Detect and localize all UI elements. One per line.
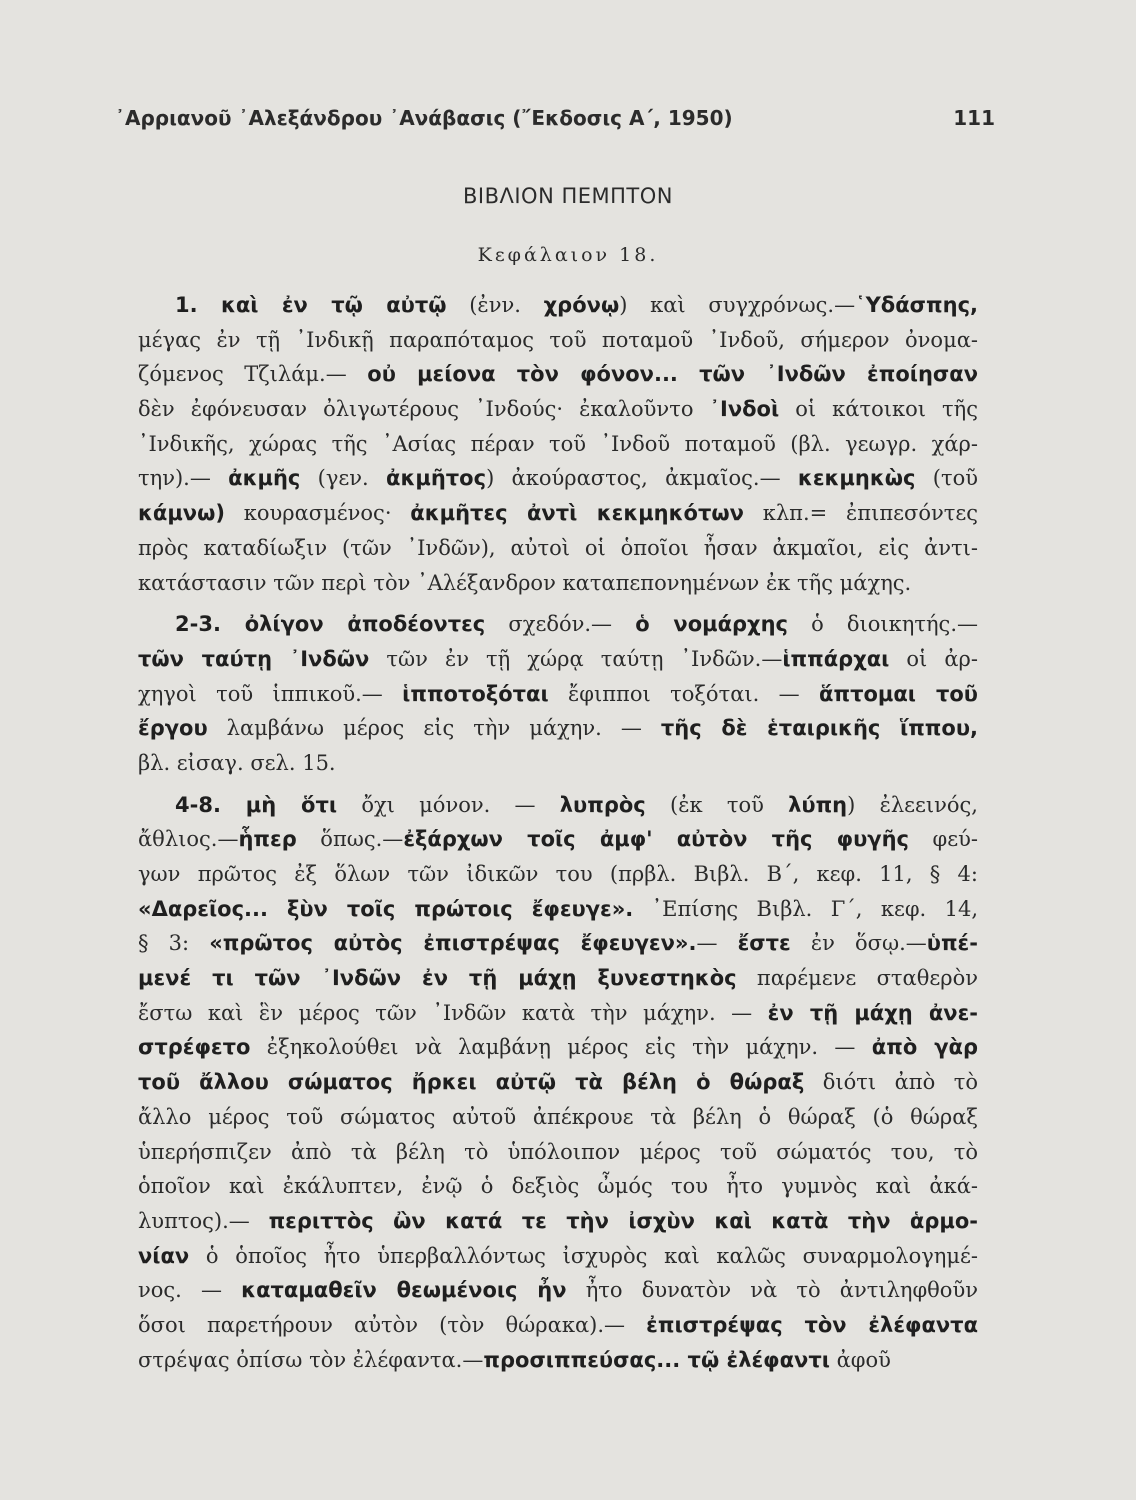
gloss-text: ὄχι μόνον. —: [337, 792, 560, 817]
text-line: [138, 1169, 978, 1204]
lemma-text: λυπρὸς: [559, 792, 646, 817]
gloss-text: (γεν.: [300, 466, 387, 491]
lemma-text: ὑπέ-: [926, 931, 978, 956]
chapter-title: Κεφάλαιον 18.: [477, 244, 659, 266]
gloss-text: φεύ-: [908, 827, 978, 852]
lemma-text: λύπη: [788, 792, 848, 817]
text-line: [138, 1100, 978, 1135]
lemma-text: ἱππάρχαι: [782, 646, 890, 671]
text-line: [138, 1343, 978, 1378]
lemma-text: ἔστε: [737, 931, 791, 956]
gloss-text: ἐν ὅσῳ.—: [790, 931, 927, 956]
text-line: [138, 566, 978, 601]
gloss-text: ἔστω καὶ ἓν μέρος τῶν ᾿Ινδῶν κατὰ τὴν μάχην. —: [138, 1000, 768, 1025]
lemma-text: 1. καὶ ἐν τῷ αὐτῷ: [175, 293, 447, 317]
gloss-text: λυπτος).—: [138, 1208, 269, 1233]
text-line: [138, 1065, 978, 1100]
gloss-text: ἄλλο μέρος τοῦ σώματος αὐτοῦ ἀπέκρουε τὰ βέλη ὁ θώραξ (ὁ θώραξ: [138, 1104, 978, 1129]
text-line: [138, 892, 978, 927]
page-number: 111: [953, 106, 995, 130]
gloss-text: οἱ ἀρ-: [889, 646, 978, 671]
lemma-text: νίαν: [138, 1243, 190, 1268]
text-line: [138, 531, 978, 566]
lemma-text: ἀκμῆτες ἀντὶ κεκμηκότων: [410, 501, 744, 526]
lemma-text: κεκμηκὼς: [797, 466, 916, 491]
lemma-text: τῶν ταύτῃ ᾿Ινδῶν: [138, 646, 370, 671]
gloss-text: βλ. εἰσαγ. σελ. 15.: [138, 750, 336, 775]
text-line: [138, 392, 978, 427]
lemma-text: περιττὸς ὢν κατά τε τὴν ἰσχὺν καὶ κατὰ τὴν ἁρμο-: [268, 1208, 978, 1233]
lemma-text: ἀκμῆτος: [386, 466, 487, 491]
lemma-text: τοῦ ἄλλου σώματος ἤρκει αὐτῷ τὰ βέλη ὁ θώραξ: [138, 1070, 805, 1095]
lemma-text: ἀκμῆς: [228, 466, 301, 491]
gloss-text: κατάστασιν τῶν περὶ τὸν ᾿Αλέξανδρον καταπεπονημένων ἐκ τῆς μάχης.: [138, 570, 912, 595]
gloss-text: ὁ διοικητής.—: [787, 612, 978, 637]
gloss-text: γων πρῶτος ἐξ ὅλων τῶν ἰδικῶν του (πρβλ. Βιβλ. Β΄, κεφ. 11, § 4:: [138, 862, 978, 886]
running-title: ᾿Αρριανοῦ ᾿Αλεξάνδρου ᾿Ανάβασις (῎Εκδοσις Α΄, 1950): [115, 106, 733, 130]
text-line: [138, 496, 978, 531]
text-line: [138, 1135, 978, 1170]
text-line: [138, 642, 978, 677]
text-line: [138, 822, 978, 857]
text-line: [138, 996, 978, 1031]
gloss-text: στρέψας ὀπίσω τὸν ἐλέφαντα.—: [138, 1347, 484, 1372]
text-line: [138, 711, 978, 746]
gloss-text: μέγας ἐν τῇ ᾿Ινδικῇ παραπόταμος τοῦ ποταμοῦ ᾿Ινδοῦ, σήμερον ὀνομα-: [138, 327, 978, 352]
lemma-text: 4-8. μὴ ὅτι: [175, 792, 338, 817]
lemma-text: ἧπερ: [238, 827, 297, 852]
lemma-text: ἐπιστρέψας τὸν ἐλέφαντα: [646, 1312, 979, 1337]
gloss-text: παρέμενε σταθερὸν: [736, 966, 978, 991]
lemma-text: ἔργου: [138, 716, 208, 741]
lemma-text: ἐξάρχων τοῖς ἀμφ' αὐτὸν τῆς φυγῆς: [403, 827, 909, 852]
gloss-text: ὁ ὁποῖος ἦτο ὑπερβαλλόντως ἰσχυρὸς καὶ καλῶς συναρμολογημέ-: [189, 1243, 978, 1268]
gloss-text: (ἐκ τοῦ: [645, 792, 789, 817]
gloss-text: νος. —: [138, 1278, 242, 1303]
gloss-text: ) καὶ συγχρόνως.—: [619, 293, 856, 317]
lemma-text: ἐν τῇ μάχῃ ἀνε-: [767, 1000, 979, 1025]
lemma-text: χρόνῳ: [543, 293, 620, 317]
gloss-text: ἀφοῦ: [829, 1347, 891, 1372]
text-line: [138, 461, 978, 496]
gloss-text: ) ἀκούραστος, ἀκμαῖος.—: [486, 466, 798, 491]
text-line: [138, 427, 978, 462]
commentary-text: [138, 288, 978, 1377]
text-line: [138, 1204, 978, 1239]
gloss-text: ζόμενος Τζιλάμ.—: [138, 362, 368, 387]
lemma-text: ὁ νομάρχης: [635, 612, 788, 637]
lemma-text: 2-3. ὀλίγον ἀποδέοντες: [175, 612, 486, 637]
gloss-text: ὁποῖον καὶ ἐκάλυπτεν, ἐνῷ ὁ δεξιὸς ὦμός του ἦτο γυμνὸς καὶ ἀκά-: [138, 1174, 978, 1199]
lemma-text: «πρῶτος αὐτὸς ἐπιστρέψας ἔφευγεν».: [209, 931, 697, 956]
gloss-text: διότι ἀπὸ τὸ: [804, 1070, 978, 1095]
gloss-text: —: [696, 931, 738, 956]
lemma-text: προσιππεύσας... τῷ ἐλέφαντι: [483, 1347, 830, 1372]
lemma-text: ἅπτομαι τοῦ: [819, 681, 978, 706]
lemma-text: κάμνω): [138, 501, 225, 526]
gloss-text: δὲν ἐφόνευσαν ὀλιγωτέρους ᾿Ινδούς· ἐκαλοῦντο: [138, 397, 710, 422]
text-line: [138, 1308, 978, 1343]
gloss-text: πρὸς καταδίωξιν (τῶν ᾿Ινδῶν), αὐτοὶ οἱ ὁποῖοι ἦσαν ἀκμαῖοι, εἰς ἀντι-: [138, 535, 978, 560]
text-line: [138, 746, 978, 781]
gloss-text: ἐξηκολούθει νὰ λαμβάνῃ μέρος εἰς τὴν μάχην. —: [250, 1035, 872, 1060]
text-line: [138, 926, 978, 961]
text-line: [138, 288, 978, 323]
gloss-text: ἄθλιος.—: [138, 827, 239, 852]
text-line: [138, 788, 978, 823]
gloss-text: ) ἐλεεινός,: [847, 792, 978, 817]
text-line: [138, 857, 978, 892]
lemma-text: ἀπὸ γὰρ: [871, 1035, 979, 1060]
running-header: [115, 106, 995, 136]
lemma-text: στρέφετο: [138, 1035, 251, 1060]
text-line: [138, 677, 978, 712]
text-line: [138, 357, 978, 392]
gloss-text: χηγοὶ τοῦ ἱππικοῦ.—: [138, 681, 403, 706]
text-line: [138, 323, 978, 358]
gloss-text: ἦτο δυνατὸν νὰ τὸ ἀντιληφθοῦν: [566, 1278, 978, 1303]
text-line: [138, 1239, 978, 1274]
book-title: ΒΙΒΛΙΟΝ ΠΕΜΠΤΟΝ: [462, 184, 673, 208]
lemma-text: ᾿Ινδοὶ: [709, 397, 780, 422]
lemma-text: «Δαρεῖος... ξὺν τοῖς πρώτοις ἔφευγε».: [138, 896, 634, 921]
gloss-text: ὅσοι παρετήρουν αὐτὸν (τὸν θώρακα).—: [138, 1312, 647, 1337]
gloss-text: ὑπερήσπιζεν ἀπὸ τὰ βέλη τὸ ὑπόλοιπον μέρος τοῦ σώματός του, τὸ: [138, 1139, 978, 1164]
text-line: [138, 1030, 978, 1065]
gloss-text: τῶν ἐν τῇ χώρᾳ ταύτῃ ᾿Ινδῶν.—: [369, 646, 783, 671]
gloss-text: (ἐνν.: [446, 293, 544, 317]
lemma-text: οὐ μείονα τὸν φόνον... τῶν ᾿Ινδῶν ἐποίησαν: [367, 362, 978, 387]
text-line: [138, 961, 978, 996]
text-line: [138, 607, 978, 642]
gloss-text: ᾿Επίσης Βιβλ. Γ΄, κεφ. 14,: [633, 896, 978, 921]
gloss-text: κλπ.= ἐπιπεσόντες: [743, 501, 978, 526]
gloss-text: οἱ κάτοικοι τῆς: [779, 397, 978, 422]
lemma-text: μενέ τι τῶν ᾿Ινδῶν ἐν τῇ μάχῃ ξυνεστηκὸς: [138, 966, 737, 991]
gloss-text: λαμβάνω μέρος εἰς τὴν μάχην. —: [207, 716, 661, 741]
lemma-text: τῆς δὲ ἑταιρικῆς ἵππου,: [660, 716, 979, 741]
gloss-text: (τοῦ: [915, 466, 978, 491]
text-line: [138, 1273, 978, 1308]
gloss-text: § 3:: [138, 931, 210, 956]
gloss-text: ἔφιπποι τοξόται. —: [548, 681, 820, 706]
lemma-text: καταμαθεῖν θεωμένοις ἦν: [241, 1278, 567, 1303]
gloss-text: ᾿Ινδικῆς, χώρας τῆς ᾿Ασίας πέραν τοῦ ᾿Ινδοῦ ποταμοῦ (βλ. γεωγρ. χάρ-: [138, 431, 978, 456]
lemma-text: ῾Υδάσπης,: [855, 293, 978, 317]
gloss-text: ὅπως.—: [296, 827, 404, 852]
gloss-text: κουρασμένος·: [224, 501, 411, 526]
gloss-text: την).—: [138, 466, 229, 491]
lemma-text: ἱπποτοξόται: [402, 681, 549, 706]
gloss-text: σχεδόν.—: [485, 612, 636, 637]
